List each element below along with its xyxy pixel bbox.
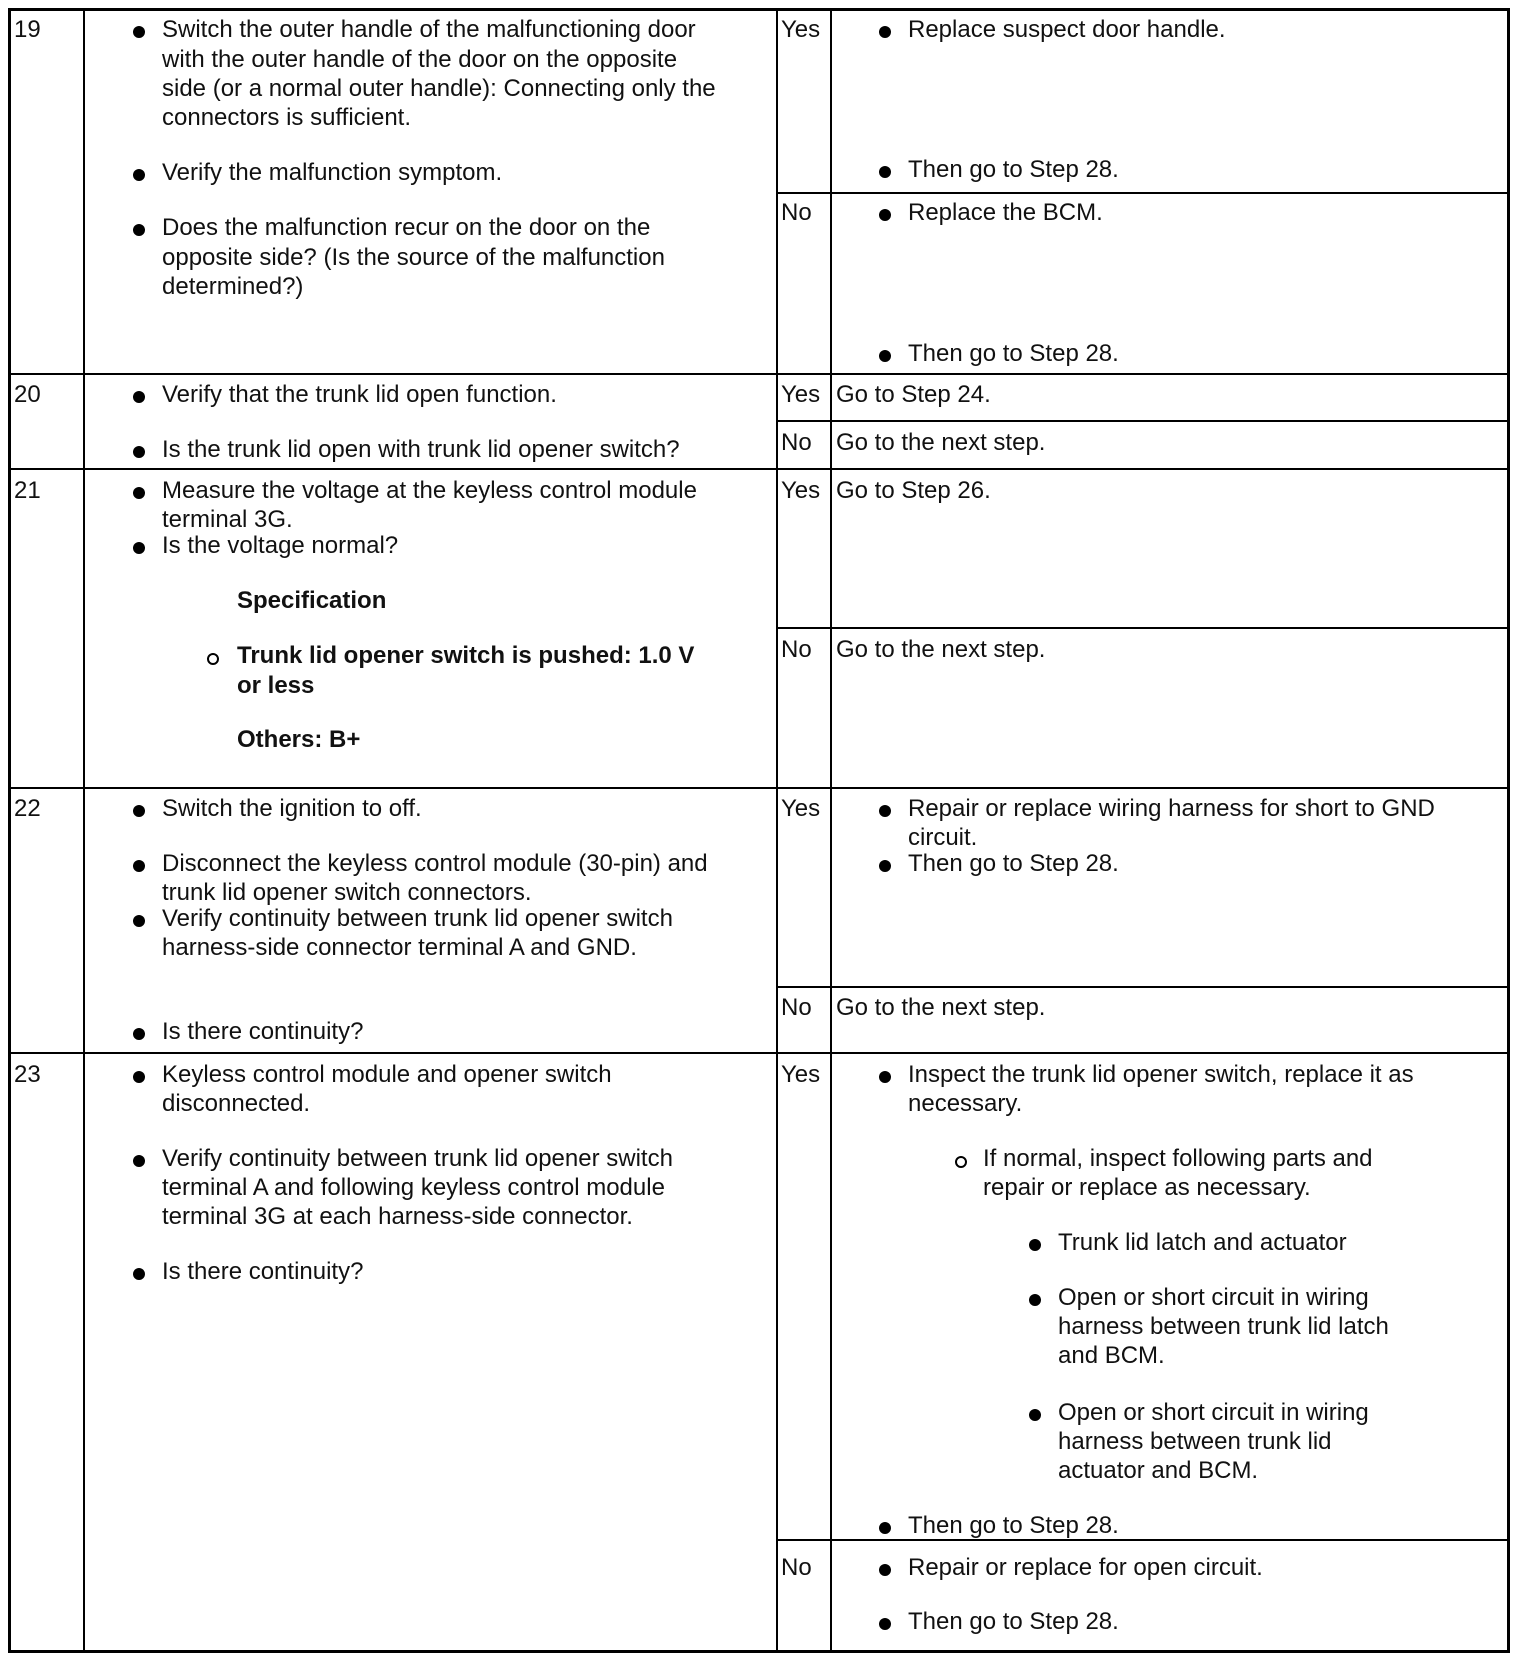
yes-no-divider: [776, 1539, 1507, 1541]
check-line: disconnected.: [162, 1090, 311, 1117]
row-divider: [11, 468, 1507, 470]
no-label: No: [781, 1554, 812, 1581]
check-line: determined?): [162, 273, 304, 300]
part-line: harness between trunk lid: [1058, 1428, 1332, 1455]
bullet: [879, 1618, 891, 1630]
action-line: Go to Step 26.: [836, 477, 991, 504]
check-line: Disconnect the keyless control module (30-pin) and: [162, 850, 708, 877]
action-line: Then go to Step 28.: [908, 340, 1119, 367]
step-number: 20: [14, 381, 41, 408]
part-line: Open or short circuit in wiring: [1058, 1284, 1369, 1311]
bullet: [133, 1028, 145, 1040]
action-line: Go to Step 24.: [836, 381, 991, 408]
bullet: [1029, 1294, 1041, 1306]
check-line: trunk lid opener switch connectors.: [162, 879, 532, 906]
action-line: Repair or replace wiring harness for short to GND: [908, 795, 1435, 822]
action-line: circuit.: [908, 824, 978, 851]
bullet: [879, 860, 891, 872]
bullet: [1029, 1409, 1041, 1421]
row-divider: [11, 373, 1507, 375]
bullet: [133, 1155, 145, 1167]
check-line: Verify continuity between trunk lid opener switch: [162, 905, 673, 932]
check-line: terminal 3G at each harness-side connector.: [162, 1203, 633, 1230]
row-divider: [11, 1052, 1507, 1054]
bullet: [879, 209, 891, 221]
bullet: [133, 446, 145, 458]
spec-others: Others: B+: [237, 726, 361, 753]
check-line: Switch the outer handle of the malfunctioning door: [162, 16, 696, 43]
check-line: Is the trunk lid open with trunk lid opener switch?: [162, 436, 680, 463]
bullet: [133, 224, 145, 236]
yes-label: Yes: [781, 381, 821, 408]
action-line: Go to the next step.: [836, 994, 1046, 1021]
yes-no-divider: [776, 627, 1507, 629]
spec-line: Trunk lid opener switch is pushed: 1.0 V: [237, 642, 695, 669]
check-line: Keyless control module and opener switch: [162, 1061, 612, 1088]
check-line: Is the voltage normal?: [162, 532, 399, 559]
column-divider: [83, 11, 85, 1650]
part-line: actuator and BCM.: [1058, 1457, 1259, 1484]
step-number: 21: [14, 477, 41, 504]
bullet: [133, 1071, 145, 1083]
bullet: [879, 1564, 891, 1576]
bullet: [879, 350, 891, 362]
yes-label: Yes: [781, 1061, 821, 1088]
yes-no-divider: [776, 986, 1507, 988]
no-label: No: [781, 636, 812, 663]
check-line: Measure the voltage at the keyless control module: [162, 477, 697, 504]
bullet: [1029, 1239, 1041, 1251]
action-line: Then go to Step 28.: [908, 156, 1119, 183]
action-line: Then go to Step 28.: [908, 1608, 1119, 1635]
action-line: Repair or replace for open circuit.: [908, 1554, 1263, 1581]
no-label: No: [781, 199, 812, 226]
part-line: harness between trunk lid latch: [1058, 1313, 1389, 1340]
check-line: Verify continuity between trunk lid opener switch: [162, 1145, 673, 1172]
action-line: necessary.: [908, 1090, 1023, 1117]
check-line: Is there continuity?: [162, 1018, 364, 1045]
step-number: 19: [14, 16, 41, 43]
action-line: Go to the next step.: [836, 429, 1046, 456]
no-label: No: [781, 994, 812, 1021]
step-number: 23: [14, 1061, 41, 1088]
check-line: terminal 3G.: [162, 506, 293, 533]
yes-label: Yes: [781, 477, 821, 504]
check-line: Does the malfunction recur on the door on the: [162, 214, 651, 241]
part-line: Open or short circuit in wiring: [1058, 1399, 1369, 1426]
bullet: [879, 166, 891, 178]
action-subline: repair or replace as necessary.: [983, 1174, 1311, 1201]
check-line: side (or a normal outer handle): Connecting only the: [162, 75, 716, 102]
action-subline: If normal, inspect following parts and: [983, 1145, 1373, 1172]
sub-bullet: [955, 1156, 967, 1168]
column-divider: [830, 11, 832, 1650]
sub-bullet: [207, 653, 219, 665]
bullet: [879, 1071, 891, 1083]
bullet: [133, 169, 145, 181]
bullet: [133, 542, 145, 554]
action-line: Replace suspect door handle.: [908, 16, 1226, 43]
check-line: opposite side? (Is the source of the malfunction: [162, 244, 665, 271]
bullet: [879, 805, 891, 817]
spec-title: Specification: [237, 587, 387, 614]
bullet: [133, 805, 145, 817]
bullet: [133, 26, 145, 38]
bullet: [879, 1522, 891, 1534]
part-line: Trunk lid latch and actuator: [1058, 1229, 1347, 1256]
action-line: Go to the next step.: [836, 636, 1046, 663]
yes-label: Yes: [781, 16, 821, 43]
bullet: [133, 487, 145, 499]
bullet: [879, 26, 891, 38]
bullet: [133, 915, 145, 927]
spec-line: or less: [237, 672, 315, 699]
part-line: and BCM.: [1058, 1342, 1165, 1369]
check-line: Verify that the trunk lid open function.: [162, 381, 557, 408]
yes-label: Yes: [781, 795, 821, 822]
check-line: Is there continuity?: [162, 1258, 364, 1285]
action-line: Then go to Step 28.: [908, 850, 1119, 877]
step-number: 22: [14, 795, 41, 822]
check-line: terminal A and following keyless control module: [162, 1174, 665, 1201]
check-line: Verify the malfunction symptom.: [162, 159, 503, 186]
action-line: Inspect the trunk lid opener switch, replace it as: [908, 1061, 1414, 1088]
yes-no-divider: [776, 192, 1507, 194]
check-line: Switch the ignition to off.: [162, 795, 422, 822]
bullet: [133, 1268, 145, 1280]
row-divider: [11, 787, 1507, 789]
check-line: harness-side connector terminal A and GND.: [162, 934, 637, 961]
bullet: [133, 391, 145, 403]
action-line: Then go to Step 28.: [908, 1512, 1119, 1539]
troubleshooting-table: [8, 8, 1510, 1653]
column-divider: [776, 11, 778, 1650]
check-line: connectors is sufficient.: [162, 104, 412, 131]
yes-no-divider: [776, 420, 1507, 422]
check-line: with the outer handle of the door on the opposite: [162, 46, 678, 73]
bullet: [133, 860, 145, 872]
no-label: No: [781, 429, 812, 456]
action-line: Replace the BCM.: [908, 199, 1103, 226]
